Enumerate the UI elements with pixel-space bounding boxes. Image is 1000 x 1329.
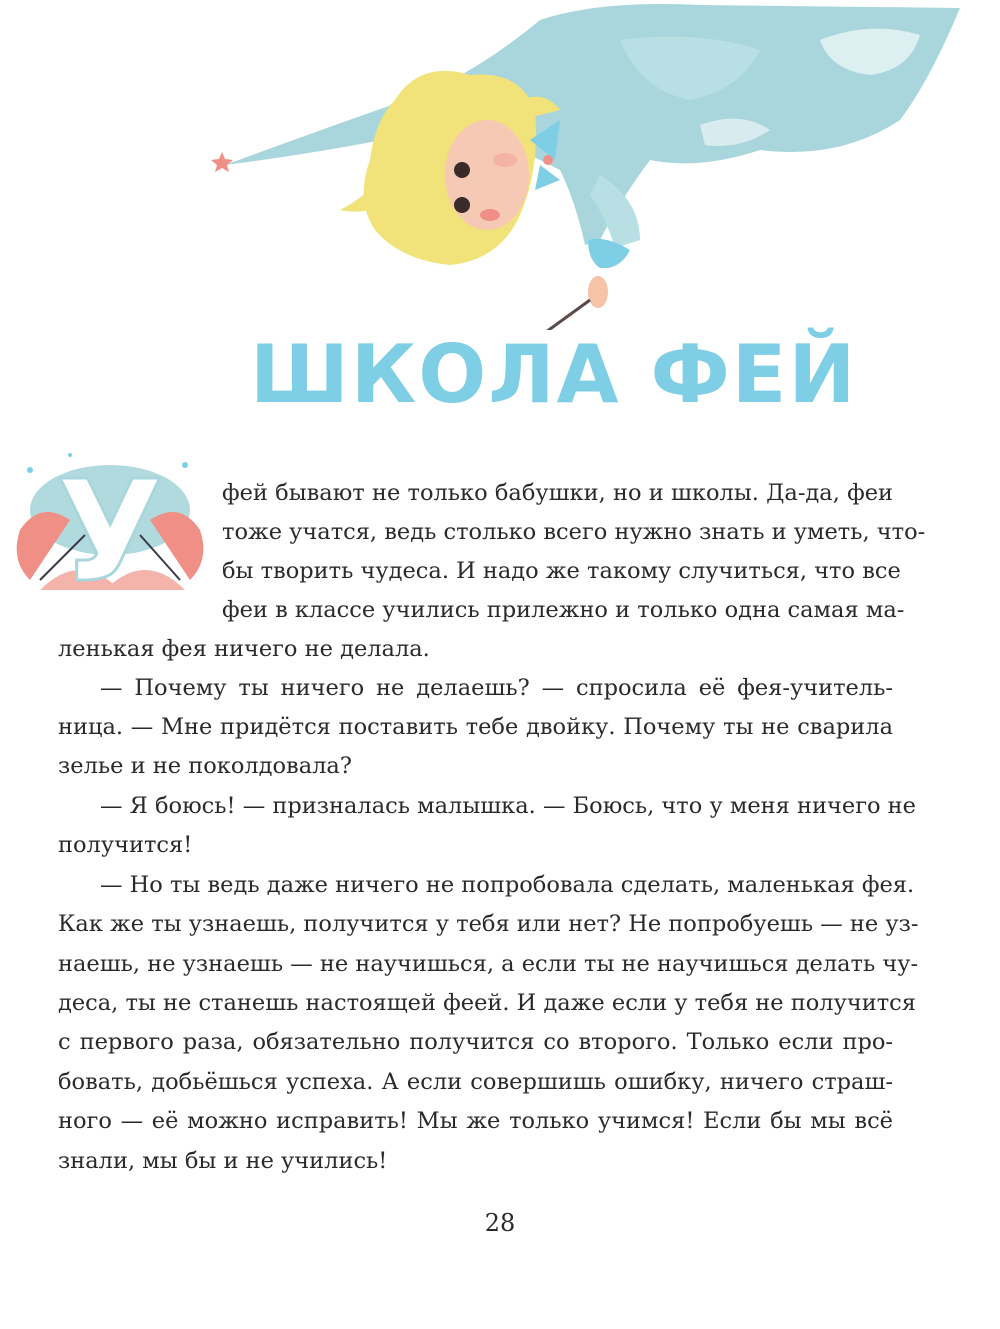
drop-cap bbox=[10, 440, 210, 600]
page-number: 28 bbox=[484, 1209, 516, 1237]
magic-wand bbox=[535, 300, 590, 330]
text-line: — Но ты ведь даже ничего не попробовала сделать, маленькая фея. bbox=[100, 872, 915, 898]
text-line: тоже учатся, ведь столько всего нужно знать и уметь, что- bbox=[222, 519, 926, 545]
text-line: бовать, добьёшься успеха. А если совершишь ошибку, ничего страш- bbox=[58, 1069, 893, 1095]
text-line: с первого раза, обязательно получится со второго. Только если про- bbox=[58, 1029, 893, 1055]
text-line: ленькая фея ничего не делала. bbox=[58, 636, 430, 662]
text-line: фей бывают не только бабушки, но и школы. Да-да, феи bbox=[222, 480, 893, 506]
text-line: ного — её можно исправить! Мы же только учимся! Если бы мы всё bbox=[58, 1108, 893, 1134]
text-line: бы творить чудеса. И надо же такому случиться, что все bbox=[222, 558, 901, 584]
drop-cap-ornament bbox=[10, 440, 210, 600]
text-line: наешь, не узнаешь — не научишься, а если ты не научишься делать чу- bbox=[58, 951, 919, 977]
text-line: — Я боюсь! — призналась малышка. — Боюсь, что у меня ничего не bbox=[100, 793, 916, 819]
page-title: ШКОЛА ФЕЙ bbox=[250, 328, 858, 421]
text-line: ница. — Мне придётся поставить тебе двойку. Почему ты не сварила bbox=[58, 714, 893, 740]
star-icon bbox=[211, 152, 233, 172]
fairy-illustration bbox=[0, 0, 1000, 330]
text-line: деса, ты не станешь настоящей феей. И даже если у тебя не получится bbox=[58, 990, 916, 1016]
text-line: Как же ты узнаешь, получится у тебя или нет? Не попробуешь — не уз- bbox=[58, 911, 919, 937]
text-line: знали, мы бы и не учились! bbox=[58, 1148, 388, 1174]
text-line: получится! bbox=[58, 832, 193, 858]
text-line: зелье и не поколдовала? bbox=[58, 753, 352, 779]
drop-cap-letter: У bbox=[56, 451, 164, 600]
text-line: феи в классе учились прилежно и только одна самая ма- bbox=[222, 597, 905, 623]
text-line: — Почему ты ничего не делаешь? — спросила её фея-учитель- bbox=[100, 675, 893, 701]
